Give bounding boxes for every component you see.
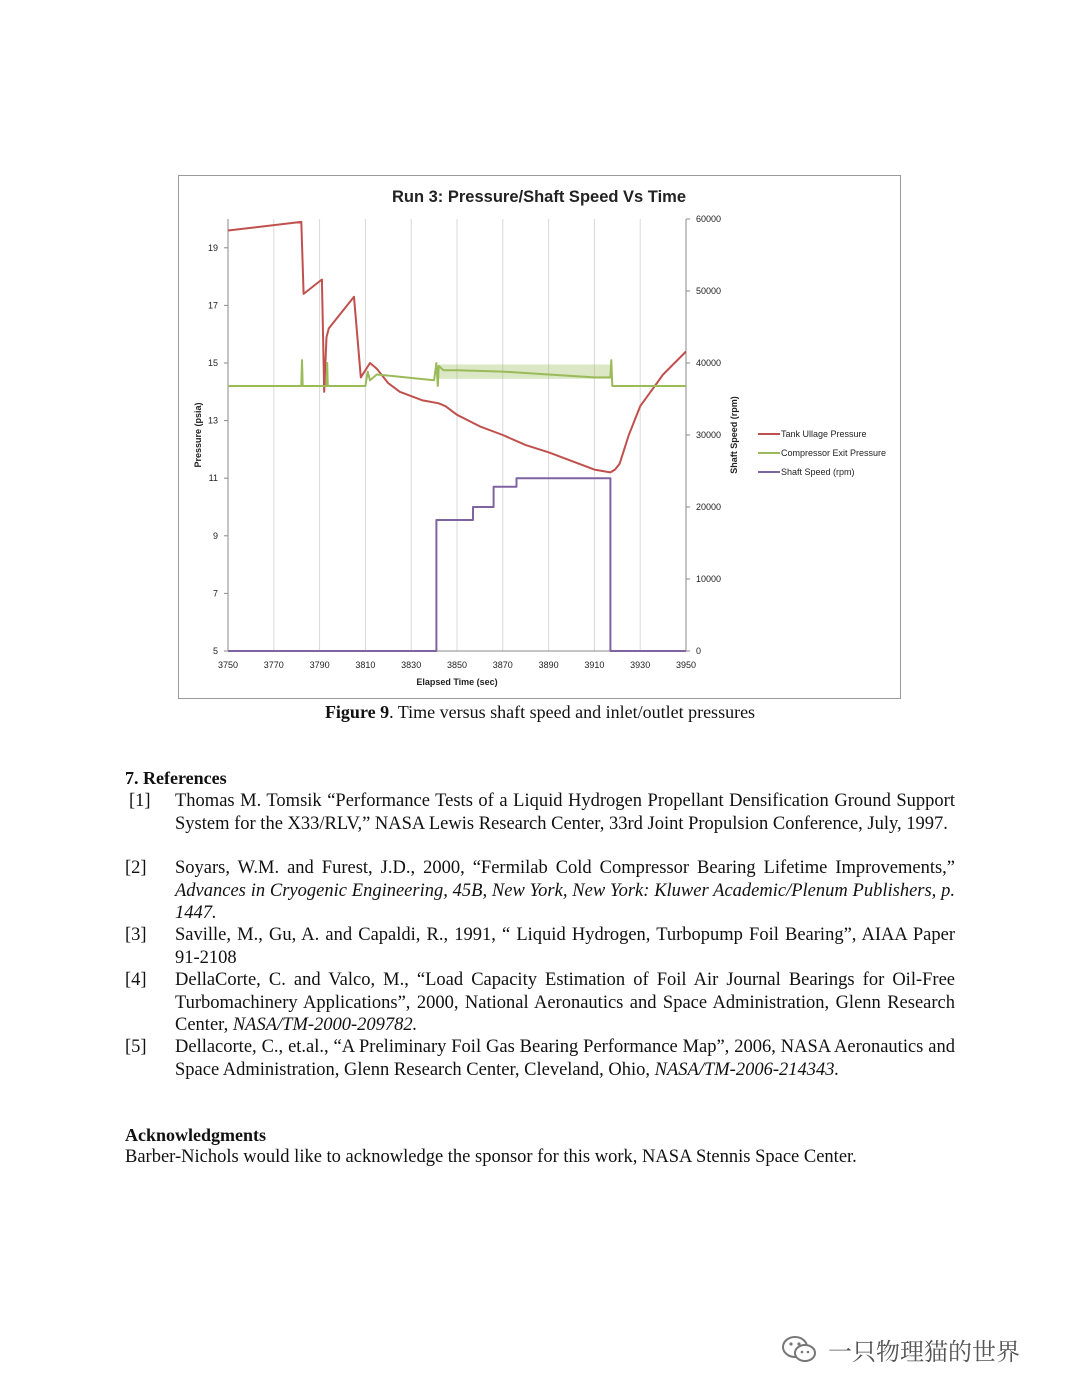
y2-tick-label: 20000 [696,502,722,512]
reference-number: [3] [125,925,147,945]
y2-tick-label: 30000 [696,430,722,440]
caption-label: Figure 9 [324,702,390,722]
legend-label-shaft: Shaft Speed (rpm) [781,467,855,477]
y-tick-label: 17 [207,300,218,311]
x-tick-label: 3750 [217,660,239,670]
y2-tick-label: 60000 [696,214,722,224]
acknowledgments-text: Barber-Nichols would like to acknowledge the sponsor for this work, NASA Stennis Space Center. [125,1147,857,1167]
y-tick-label: 13 [207,415,218,426]
x-axis-label: Elapsed Time (sec) [416,677,498,687]
reference-text [175,857,955,925]
reference-text-italic: NASA/TM-2006-214343. [654,1059,840,1080]
x-tick-label: 3870 [492,660,513,670]
acknowledgments-heading: Acknowledgments [125,1125,267,1145]
reference-number: [5] [125,1037,147,1057]
reference-item [125,969,955,1037]
figure-caption [0,702,1080,723]
reference-text-italic: NASA/TM-2000-209782. [232,1015,418,1035]
y-tick-label: 11 [208,473,218,484]
reference-text: Saville, M., Gu, A. and Capaldi, R., 1991, “ Liquid Hydrogen, Turbopump Foil Bearing”, AIAA Paper 91-2108 [175,925,955,968]
reference-text: Thomas M. Tomsik “Performance Tests of a Liquid Hydrogen Propellant Densification Ground Support System for the X33/RLV,” NASA Lewis Research Center, 33rd Joint Propulsion Conference, July, 1997. [175,791,955,834]
reference-text-plain: DellaCorte, C. and Valco, M., “Load Capacity Estimation of Foil Air Journal Bearings for Oil-Free Turbomachinery Applications”, 2000, National Aeronautics and Space Administration, Glenn Research Center, [175,970,955,1035]
x-tick-label: 3770 [263,660,284,670]
y-tick-label: 7 [212,588,218,599]
x-tick-label: 3810 [355,660,376,670]
reference-item [125,857,955,925]
x-tick-label: 3830 [401,660,422,670]
legend-label-tank: Tank Ullage Pressure [781,429,867,439]
chart-title: Run 3: Pressure/Shaft Speed Vs Time [391,188,687,206]
y2-tick-label: 0 [696,646,702,656]
reference-text-plain: Dellacorte, C., et.al., “A Preliminary Foil Gas Bearing Performance Map”, 2006, NASA Aeronautics and Space Administration, Glenn Research Center, Cleveland, Ohio, [175,1037,955,1080]
grid [228,219,686,651]
y-tick-label: 15 [207,358,218,368]
y-tick-label: 5 [212,646,218,656]
reference-text [175,969,955,1037]
y2-axis-label: Shaft Speed (rpm) [729,396,739,474]
compressor-noise-band [439,364,611,378]
y-tick-label: 19 [207,242,218,253]
x-tick-label: 3890 [538,660,559,670]
x-tick-label: 3910 [584,660,605,670]
reference-number: [2] [125,858,147,878]
y-axis-label: Pressure (psia) [193,402,203,468]
reference-item [125,924,955,969]
x-tick-label: 3930 [630,660,651,670]
reference-number: [1] [129,791,151,811]
watermark [780,1332,1020,1367]
reference-number: [4] [125,970,147,990]
reference-item [125,1036,955,1081]
ticks [208,214,721,670]
legend [758,429,886,477]
reference-text-italic: Advances in Cryogenic Engineering, 45B, New York, New York: Kluwer Academic/Plenum Publishers, p. 1447. [175,880,955,923]
x-tick-label: 3850 [446,660,468,670]
y2-tick-label: 50000 [696,286,722,296]
wechat-icon [780,1334,820,1366]
y2-tick-label: 10000 [696,574,722,584]
y-tick-label: 9 [212,530,218,541]
reference-text [175,1036,955,1081]
reference-item [125,790,955,835]
caption-text: . Time versus shaft speed and inlet/outlet pressures [389,702,756,722]
chart [178,175,901,699]
references-heading: 7. References [125,768,227,788]
y2-tick-label: 40000 [696,358,722,368]
legend-label-compressor: Compressor Exit Pressure [781,448,887,458]
x-tick-label: 3790 [309,660,330,670]
x-tick-label: 3950 [675,660,697,670]
watermark-text: 一只物理猫的世界 [828,1338,1020,1366]
reference-text-plain: Soyars, W.M. and Furest, J.D., 2000, “Fermilab Cold Compressor Bearing Lifetime Improvements,” [175,858,955,878]
